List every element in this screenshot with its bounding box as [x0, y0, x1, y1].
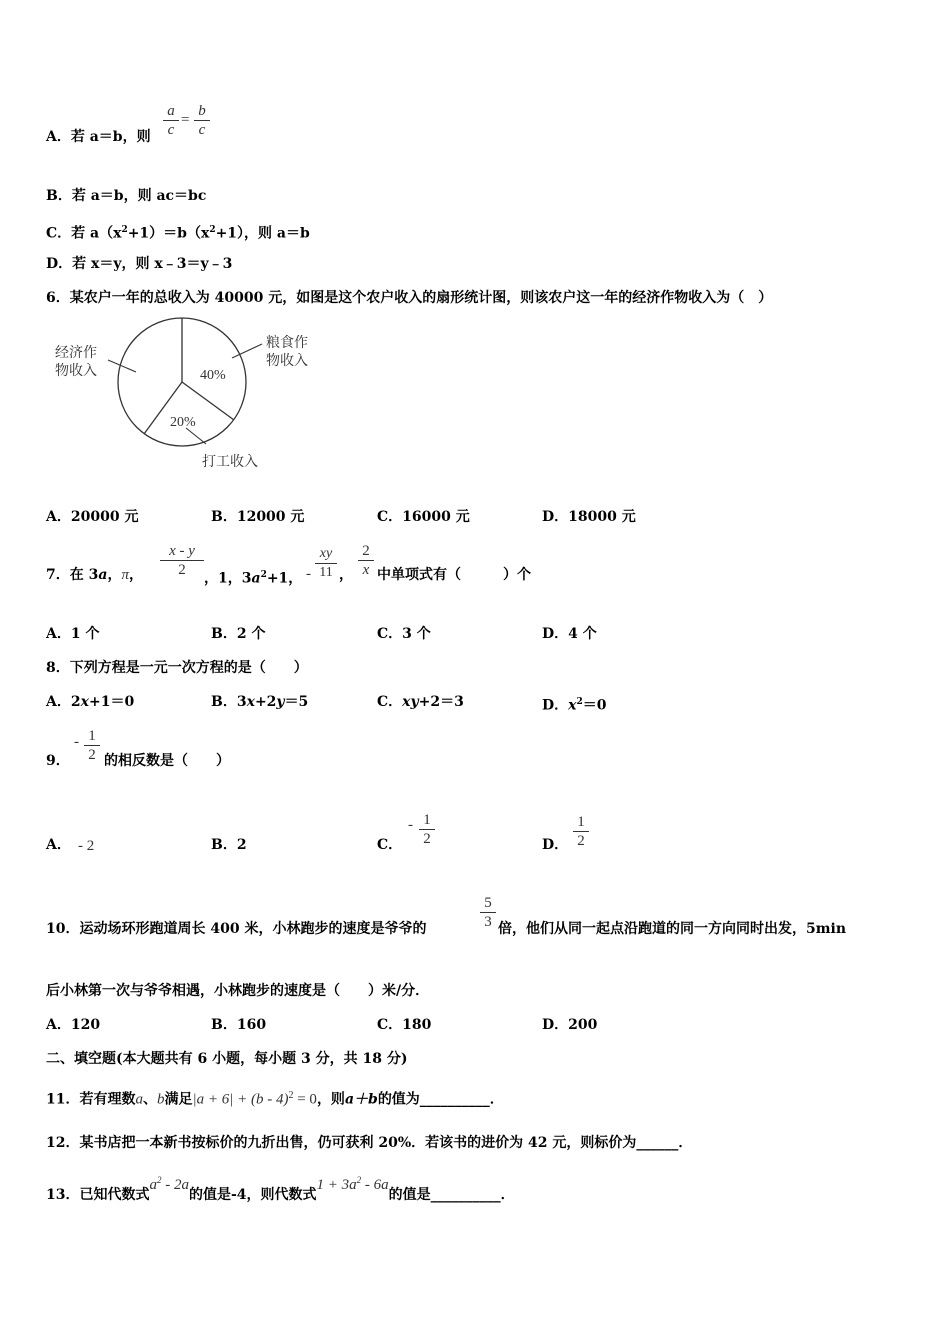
q7-pi: π — [121, 567, 129, 583]
q7-comma-3: ， — [339, 567, 353, 583]
fraction-denominator: 2 — [88, 747, 96, 763]
q6-option-a: A．20000 元 — [46, 509, 139, 525]
pie-leader-econ — [108, 360, 136, 372]
q6-option-b: B．12000 元 — [211, 509, 305, 525]
q8-d-text: ＝0 — [582, 697, 607, 714]
q7-text-mid1: ，1，3 — [204, 570, 252, 587]
fraction-numerator: 1 — [88, 728, 96, 744]
q5-option-b: B．若 a＝b，则 ac＝bc — [46, 188, 207, 204]
q8-option-a — [46, 693, 134, 711]
q5-option-d: D．若 x＝y，则 x﹣3＝y﹣3 — [46, 256, 233, 272]
fraction-numerator: 1 — [577, 814, 585, 830]
fraction-denominator: c — [167, 122, 175, 138]
superscript: 2 — [288, 1090, 294, 1101]
q13-text: 13．已知代数式 — [46, 1187, 150, 1203]
q8-c-text: C． — [377, 694, 403, 710]
q8-option-b — [211, 693, 308, 711]
q9-option-a-value: - 2 — [78, 838, 95, 854]
q10-option-a: A．120 — [46, 1017, 101, 1033]
q10-stem-part1: 10．运动场环形跑道周长 400 米，小林跑步的速度是爷爷的 — [46, 921, 427, 937]
q13-expression-1 — [149, 1177, 189, 1193]
section-heading-fill-in: 二、填空题(本大题共有 6 小题，每小题 3 分，共 18 分) — [46, 1051, 408, 1067]
q10-option-d: D．200 — [542, 1017, 598, 1033]
pie-label-grain-line2: 物收入 — [266, 354, 308, 369]
fraction-denominator: 11 — [319, 565, 333, 580]
q8-d-text: D． — [542, 697, 569, 714]
q11-text: 、 — [142, 1091, 157, 1108]
pie-leader-work — [186, 428, 206, 444]
q13-text: 的值是-4，则代数式 — [188, 1187, 317, 1203]
superscript: 2 — [121, 225, 128, 235]
q7-fraction-3 — [358, 542, 374, 579]
q5-option-a — [46, 128, 151, 146]
q8-b-var-y: y — [276, 694, 285, 710]
q9-fraction — [84, 727, 100, 764]
q7-option-d: D．4 个 — [542, 626, 597, 642]
fraction-denominator: 2 — [423, 831, 431, 847]
q10-option-b: B．160 — [211, 1017, 267, 1033]
q8-option-c — [377, 693, 464, 711]
superscript: 2 — [576, 697, 583, 707]
q5-option-a-fraction-1 — [163, 102, 179, 139]
q8-b-var-x: x — [246, 694, 255, 710]
fraction-denominator: x — [362, 562, 370, 578]
q6-option-d: D．18000 元 — [542, 509, 636, 525]
q11-var-a: a — [135, 1091, 143, 1108]
q7-var-a: a — [98, 567, 108, 583]
q7-text-mid2: +1， — [266, 570, 303, 587]
q10-stem-line2: 后小林第一次与爷爷相遇，小林跑步的速度是（ ）米/分． — [46, 983, 430, 999]
q10-stem-part2: 倍，他们从同一起点沿跑道的同一方向同时出发，5min — [498, 921, 847, 937]
q9-option-c-negative-sign: - — [408, 817, 413, 833]
q9-number: 9． — [46, 753, 70, 769]
fraction-numerator: 5 — [484, 895, 492, 911]
q9-option-b: B．2 — [211, 837, 247, 853]
fraction-numerator: a — [167, 103, 175, 119]
q8-a-text: A．2 — [46, 694, 81, 710]
q8-b-text: B．3 — [211, 694, 247, 710]
q7-text-pre: 7．在 3 — [46, 567, 99, 583]
q9-negative-sign: - — [74, 734, 79, 750]
q13-expr2-rest: - 6a — [361, 1177, 389, 1193]
q7-option-b: B．2 个 — [211, 626, 266, 642]
q8-c-text: +2＝3 — [418, 694, 464, 710]
q8-option-d — [542, 693, 607, 715]
superscript: 2 — [260, 570, 267, 580]
q5-option-c-text-2: +1）＝b（x — [127, 225, 210, 242]
q9-option-c-fraction — [419, 811, 435, 848]
q11-text: 的值为__________． — [377, 1091, 504, 1108]
q5-option-c-text-1: C．若 a（x — [46, 225, 122, 242]
q8-a-text: +1＝0 — [88, 694, 135, 710]
q8-c-var: xy — [402, 694, 419, 710]
pie-label-econ-line2: 物收入 — [55, 364, 97, 379]
q9-option-d-fraction — [573, 813, 589, 850]
pie-percent-work: 20% — [170, 415, 196, 430]
q11-sum: a＋b — [344, 1091, 378, 1108]
q6-stem: 6．某农户一年的总收入为 40000 元，如图是这个农户收入的扇形统计图，则该农户这一年的经济作物收入为（ ） — [46, 290, 773, 306]
fraction-denominator: 3 — [484, 914, 492, 930]
fraction-numerator: 2 — [362, 543, 370, 559]
q8-b-text: ＝5 — [284, 694, 309, 710]
q13-text: 的值是__________． — [388, 1187, 515, 1203]
superscript: 2 — [356, 1175, 362, 1185]
pie-label-econ-line1: 经济作 — [55, 346, 97, 361]
pie-percent-grain: 40% — [200, 368, 226, 383]
q11-text: 满足 — [164, 1091, 193, 1108]
q13-expr2-pre: 1 + 3a — [316, 1177, 357, 1193]
q9-stem: 的相反数是（ ） — [104, 753, 230, 769]
q9-option-c-label: C． — [377, 837, 403, 853]
q7-negative-sign: - — [306, 566, 311, 582]
q10-fraction — [480, 894, 496, 931]
q6-pie-chart — [46, 312, 336, 477]
q8-b-text: +2 — [254, 694, 277, 710]
fraction-numerator: 1 — [423, 812, 431, 828]
q7-stem-middle — [204, 566, 302, 588]
q11-text: 11．若有理数 — [46, 1091, 136, 1108]
q5-option-a-equals: = — [181, 112, 190, 128]
q5-option-a-text: A．若 a＝b，则 — [46, 129, 151, 145]
q5-option-a-fraction-2 — [194, 102, 210, 139]
fraction-denominator: 2 — [178, 562, 186, 578]
fraction-numerator: x - y — [169, 543, 195, 559]
fraction-numerator: xy — [319, 546, 333, 561]
q13-expr1-rest: - 2a — [161, 1177, 189, 1193]
pie-label-work: 打工收入 — [202, 455, 258, 470]
pie-label-grain-line1: 粮食作 — [266, 336, 308, 351]
superscript: 2 — [156, 1175, 162, 1185]
q11-stem — [46, 1087, 504, 1109]
q7-option-c: C．3 个 — [377, 626, 431, 642]
q7-comma: ， — [128, 567, 143, 583]
q12-stem: 12．某书店把一本新书按标价的九折出售，仍可获利 20%．若该书的进价为 42 元，则标价为______． — [46, 1135, 693, 1151]
q13-expr1-var: a — [149, 1177, 157, 1193]
q11-text: ，则 — [316, 1091, 345, 1108]
q7-fraction-2 — [315, 545, 337, 582]
q7-stem-start — [46, 566, 143, 584]
q9-option-d-label: D． — [542, 837, 569, 853]
superscript: 2 — [209, 225, 216, 235]
q7-var-a: a — [251, 570, 261, 587]
q5-option-c — [46, 221, 310, 243]
q8-stem: 8．下列方程是一元一次方程的是（ ） — [46, 660, 308, 676]
q10-option-c: C．180 — [377, 1017, 432, 1033]
q8-d-var: x — [568, 697, 577, 714]
fraction-numerator: b — [198, 103, 206, 119]
q7-comma: ， — [107, 567, 122, 583]
q7-option-a: A．1 个 — [46, 626, 100, 642]
q6-option-c: C．16000 元 — [377, 509, 470, 525]
q11-var-b: b — [156, 1091, 165, 1108]
q13-stem — [46, 1175, 515, 1204]
q8-a-var: x — [80, 694, 89, 710]
q11-expression: |a + 6| + (b - 4) — [192, 1091, 289, 1108]
q9-option-a-label: A． — [46, 837, 71, 853]
q11-expression-equals: = 0 — [293, 1091, 317, 1108]
q7-stem-end: 中单项式有（ ）个 — [377, 567, 531, 583]
fraction-denominator: c — [198, 122, 206, 138]
pie-leader-grain — [232, 344, 262, 358]
q7-fraction-1 — [160, 542, 204, 579]
q13-expression-2 — [317, 1177, 389, 1193]
fraction-denominator: 2 — [577, 833, 585, 849]
q5-option-c-text-3: +1），则 a＝b — [215, 225, 310, 242]
